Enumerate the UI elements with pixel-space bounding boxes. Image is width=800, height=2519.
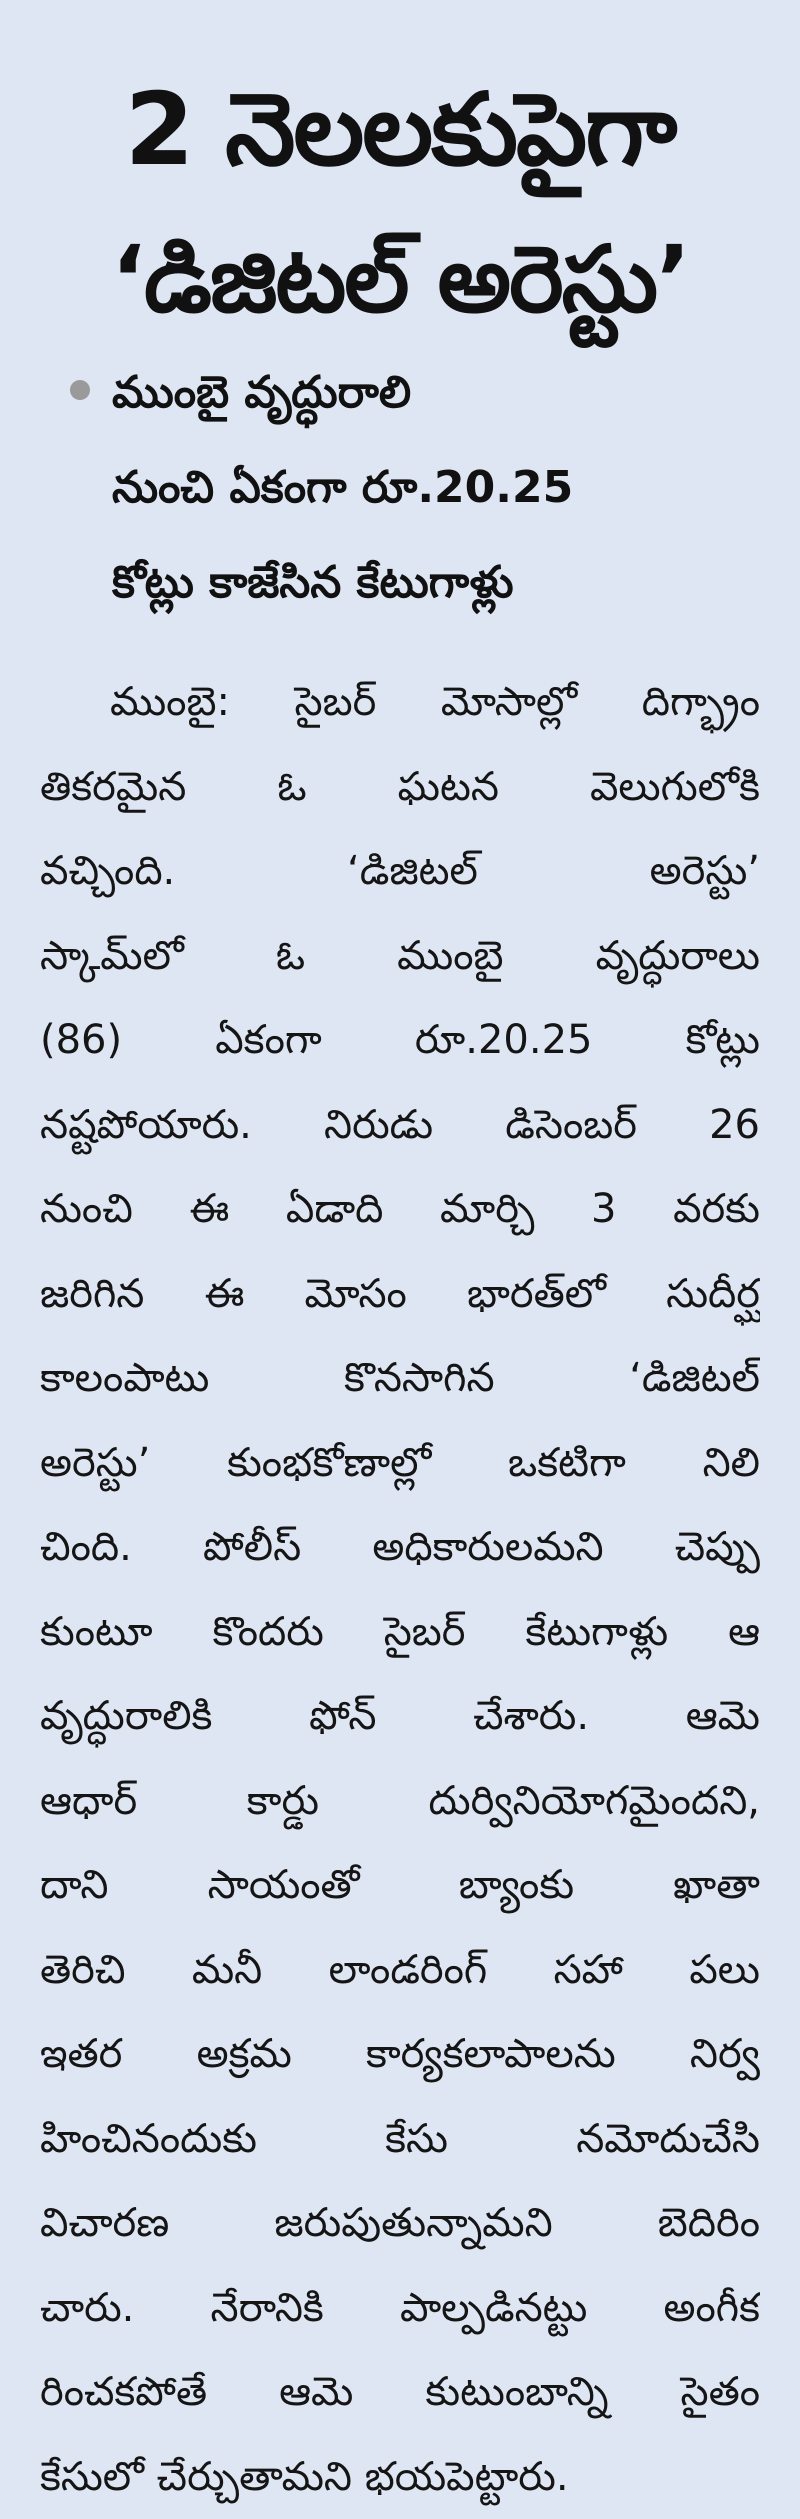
deck-line-3: కోట్లు కాజేసిన కేటుగాళ్లు bbox=[112, 535, 800, 631]
headline-line-1: 2 నెలలకుపైగా bbox=[0, 60, 800, 200]
body-line: చింది. పోలీస్ అధికారులమని చెప్పు bbox=[40, 1505, 760, 1590]
body-line: కాలంపాటు కొనసాగిన ‘డిజిటల్ bbox=[40, 1336, 760, 1421]
deck-line-1: ముంబై వృద్ధురాలి bbox=[112, 345, 800, 441]
body-line: కుంటూ కొందరు సైబర్ కేటుగాళ్లు ఆ bbox=[40, 1590, 760, 1675]
body-line: ఆధార్ కార్డు దుర్వినియోగమైందని, bbox=[40, 1759, 760, 1844]
article-body bbox=[40, 660, 760, 2519]
body-line: అరెస్టు’ కుంభకోణాల్లో ఒకటిగా నిలి bbox=[40, 1421, 760, 1506]
body-line: తెరిచి మనీ లాండరింగ్ సహా పలు bbox=[40, 1928, 760, 2013]
body-line: ముంబై: సైబర్ మోసాల్లో దిగ్భ్రాం bbox=[40, 660, 760, 745]
body-line: స్కామ్‌లో ఓ ముంబై వృద్ధురాలు bbox=[40, 914, 760, 999]
body-line: (86) ఏకంగా రూ.20.25 కోట్లు bbox=[40, 998, 760, 1083]
body-line: విచారణ జరుపుతున్నామని బెదిరిం bbox=[40, 2181, 760, 2266]
body-line: చారు. నేరానికి పాల్పడినట్టు అంగీక bbox=[40, 2266, 760, 2351]
bullet-icon bbox=[70, 380, 90, 400]
body-line: కేసులో చేర్చుతామని భయపెట్టారు. bbox=[40, 2435, 760, 2519]
body-line: తికరమైన ఓ ఘటన వెలుగులోకి bbox=[40, 745, 760, 830]
headline-line-2: ‘డిజిటల్ అరెస్టు’ bbox=[0, 210, 800, 350]
body-line: జరిగిన ఈ మోసం భారత్‌లో సుదీర్ఘ bbox=[40, 1252, 760, 1337]
body-line: హించినందుకు కేసు నమోదుచేసి bbox=[40, 2097, 760, 2182]
body-line: వృద్ధురాలికి ఫోన్ చేశారు. ఆమె bbox=[40, 1674, 760, 1759]
deck-line-2: నుంచి ఏకంగా రూ.20.25 bbox=[112, 440, 800, 536]
body-line: ఇతర అక్రమ కార్యకలాపాలను నిర్వ bbox=[40, 2012, 760, 2097]
body-line: దాని సాయంతో బ్యాంకు ఖాతా bbox=[40, 1843, 760, 1928]
body-line: నష్టపోయారు. నిరుడు డిసెంబర్ 26 bbox=[40, 1083, 760, 1168]
body-line: రించకపోతే ఆమె కుటుంబాన్ని సైతం bbox=[40, 2350, 760, 2435]
body-line: వచ్చింది. ‘డిజిటల్ అరెస్టు’ bbox=[40, 829, 760, 914]
body-line: నుంచి ఈ ఏడాది మార్చి 3 వరకు bbox=[40, 1167, 760, 1252]
